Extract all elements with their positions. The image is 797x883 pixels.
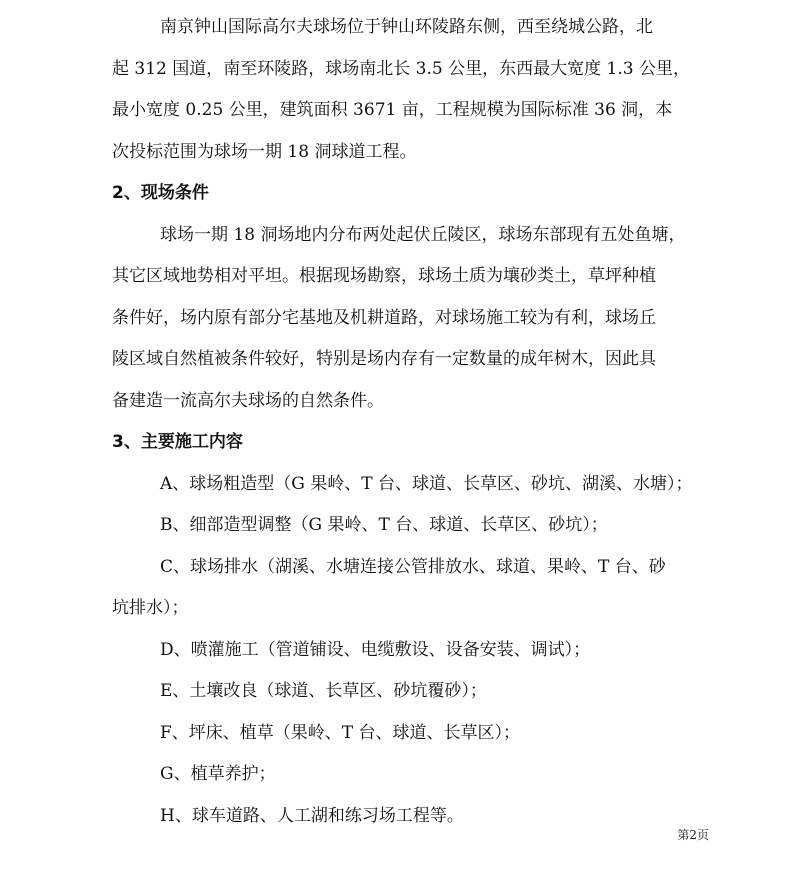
- text-line: 南京钟山国际高尔夫球场位于钟山环陵路东侧，西至绕城公路，北: [160, 17, 653, 37]
- page-number: 第2页: [677, 828, 709, 842]
- list-item-text: D、喷灌施工（管道铺设、电缆敷设、设备安装、调试）；: [160, 639, 591, 660]
- list-item-text: F、坪床、植草（果岭、T 台、球道、长草区）；: [160, 722, 521, 743]
- list-item-text: H、球车道路、人工湖和练习场工程等。: [160, 805, 464, 826]
- text-line: 其它区域地势相对平坦。根据现场勘察，球场土质为壤砂类土，草坪种植: [112, 266, 656, 286]
- list-item: [112, 505, 712, 547]
- list-item: [112, 713, 712, 755]
- text-line: 起 312 国道，南至环陵路，球场南北长 3.5 公里，东西最大宽度 1.3 公里，: [112, 58, 690, 79]
- list-item: [112, 547, 712, 630]
- list-item-text: A、球场粗造型（G 果岭、T 台、球道、长草区、砂坑、湖溪、水塘）；: [160, 473, 693, 494]
- list-item: [112, 630, 712, 672]
- text-line: 备建造一流高尔夫球场的自然条件。: [112, 390, 384, 411]
- list-item-text: B、细部造型调整（G 果岭、T 台、球道、长草区、砂坑）；: [160, 515, 608, 535]
- text-line: 球场一期 18 洞场地内分布两处起伏丘陵区，球场东部现有五处鱼塘，: [160, 224, 686, 245]
- list-item-text: E、土壤改良（球道、长草区、砂坑覆砂）；: [160, 681, 487, 701]
- list-item: [112, 671, 712, 713]
- text-line: 陵区域自然植被条件较好，特别是场内存有一定数量的成年树木，因此具: [112, 349, 656, 369]
- section-heading-site-conditions: 2、现场条件: [112, 183, 209, 203]
- section-heading-main-works: 3、主要施工内容: [112, 432, 243, 452]
- text-line: 条件好，场内原有部分宅基地及机耕道路，对球场施工较为有利，球场丘: [112, 307, 656, 328]
- works-list: [112, 464, 712, 838]
- document-body: [112, 7, 712, 837]
- list-item: [112, 796, 712, 838]
- list-item-text: 坑排水）；: [112, 598, 189, 618]
- list-item: [112, 754, 712, 796]
- text-line: 最小宽度 0.25 公里，建筑面积 3671 亩，工程规模为国际标准 36 洞，本: [112, 100, 673, 120]
- site-conditions-paragraph: [112, 215, 712, 423]
- intro-paragraph: [112, 7, 712, 173]
- list-item-text: C、球场排水（湖溪、水塘连接公管排放水、球道、果岭、T 台、砂: [160, 556, 666, 577]
- text-line: 次投标范围为球场一期 18 洞球道工程。: [112, 141, 417, 162]
- list-item-text: G、植草养护；: [160, 764, 276, 784]
- list-item: [112, 464, 712, 506]
